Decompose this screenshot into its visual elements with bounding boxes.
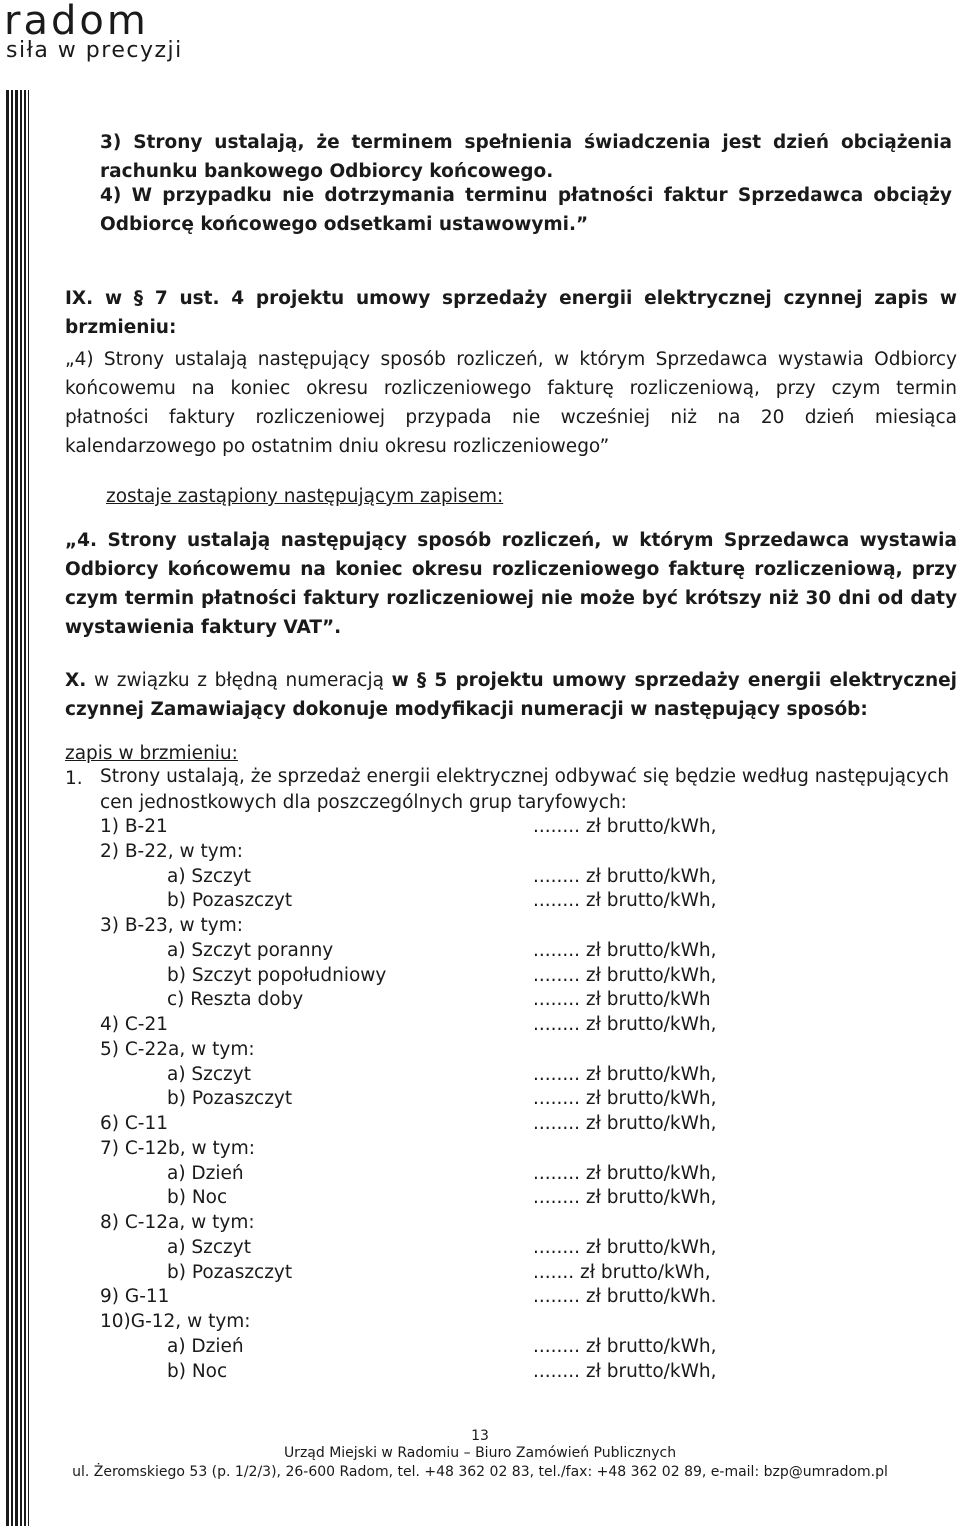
tariff-price: ........ zł brutto/kWh, [533,1162,717,1184]
section-x-text-bold: w § 5 projektu umowy sprzedaży energii elektrycznej czynnej Zamawiający dokonuje modyfikacji numeracji w następujący sposób: [65,670,957,720]
item-1-number: 1. [65,768,83,789]
tariff-price: ........ zł brutto/kWh, [533,1360,717,1382]
paragraph-4: 4) W przypadku nie dotrzymania terminu płatności faktur Sprzedawca obciąży Odbiorcę końcowego odsetkami ustawowymi.” [100,185,952,235]
tariff-price: ........ zł brutto/kWh, [533,1113,717,1134]
footer-office: Urząd Miejski w Radomiu – Biuro Zamówień Publicznych [283,1445,677,1461]
tariff-price: ........ zł brutto/kWh, [533,816,717,837]
new-clause-quote: „4. Strony ustalają następujący sposób rozliczeń, w którym Sprzedawca wystawia Odbiorcy końcowemu na koniec okresu rozliczeniowego fakturę rozliczeniową, przy czym termin płatności faktury rozliczeniowej nie może być krótszy niż 30 dni od daty wystawienia faktury VAT”. [65,530,957,638]
tariff-label: a) Szczyt poranny [167,939,334,961]
tariff-label: 8) C-12a, w tym: [100,1212,255,1233]
tariff-price: ........ zł brutto/kWh. [533,1286,717,1308]
paragraph-3: 3) Strony ustalają, że terminem spełnienia świadczenia jest dzień obciążenia rachunku bankowego Odbiorcy końcowego. [100,132,952,182]
section-x-label: X. [65,670,87,691]
section-x-paragraph [65,666,957,724]
tariff-price: ........ zł brutto/kWh, [533,1014,717,1035]
tariff-label: b) Noc [167,1360,228,1382]
tariff-label: 1) B-21 [100,816,168,837]
zapis-heading: zapis w brzmieniu: [65,743,238,764]
tariff-label: b) Noc [167,1187,228,1209]
tariff-label: a) Szczyt [167,1063,251,1085]
tariff-price: ........ zł brutto/kWh [533,989,711,1011]
tariff-price: ........ zł brutto/kWh, [533,1335,717,1357]
tariff-label: 5) C-22a, w tym: [100,1038,255,1060]
tariff-label: b) Szczyt popołudniowy [167,964,387,986]
tariff-label: b) Pozaszczyt [167,890,293,912]
tariff-label: 10)G-12, w tym: [100,1311,251,1332]
tariff-price: ........ zł brutto/kWh, [533,1187,717,1209]
footer-address: ul. Żeromskiego 53 (p. 1/2/3), 26-600 Radom, tel. +48 362 02 83, tel./fax: +48 362 02 89, e-mail: bzp@umradom.pl [72,1464,888,1480]
tariff-price: ........ zł brutto/kWh, [533,1063,717,1085]
tariff-price: ........ zł brutto/kWh, [533,939,717,961]
tariff-label: 4) C-21 [100,1014,169,1035]
tariff-price: ........ zł brutto/kWh, [533,1088,717,1110]
tariff-label: 2) B-22, w tym: [100,840,244,862]
page-number: 13 [471,1428,489,1444]
tariff-label: a) Dzień [167,1162,244,1184]
section-x-text-plain: w związku z błędną numeracją [86,670,392,691]
tariff-label: b) Pozaszczyt [167,1261,293,1283]
tariff-label: a) Szczyt [167,865,251,887]
tariff-price: ........ zł brutto/kWh, [533,1236,717,1258]
tariff-label: 6) C-11 [100,1113,169,1134]
tariff-label: a) Szczyt [167,1236,251,1258]
tariff-label: 3) B-23, w tym: [100,915,244,936]
decorative-side-bars [6,90,30,1526]
item-1-text: Strony ustalają, że sprzedaż energii elektrycznej odbywać się będzie według następujących cen jednostkowych dla poszczególnych grup taryfowych: [100,766,950,813]
logo-wordmark: radom [4,0,149,44]
tariff-label: 9) G-11 [100,1286,170,1308]
tariff-label: 7) C-12b, w tym: [100,1137,255,1159]
tariff-price: ........ zł brutto/kWh, [533,890,717,912]
tariff-price: ........ zł brutto/kWh, [533,964,717,986]
tariff-label: b) Pozaszczyt [167,1088,293,1110]
tariff-price: ....... zł brutto/kWh, [533,1261,711,1283]
old-clause-quote: „4) Strony ustalają następujący sposób rozliczeń, w którym Sprzedawca wystawia Odbiorcy końcowemu na koniec okresu rozliczeniowego fakturę rozliczeniową, przy czym termin płatności faktury rozliczeniowej przypada nie wcześniej niż na 20 dzień miesiąca kalendarzowego po ostatnim dniu okresu rozliczeniowego” [65,349,957,457]
logo-tagline: siła w precyzji [6,38,183,63]
replaced-note: zostaje zastąpiony następującym zapisem: [106,486,504,507]
tariff-label: a) Dzień [167,1335,244,1357]
section-ix-heading: IX. w § 7 ust. 4 projektu umowy sprzedaży energii elektrycznej czynnej zapis w brzmieniu: [65,288,957,338]
tariff-price: ........ zł brutto/kWh, [533,865,717,887]
tariff-label: c) Reszta doby [167,989,304,1011]
radom-logo [4,0,204,66]
